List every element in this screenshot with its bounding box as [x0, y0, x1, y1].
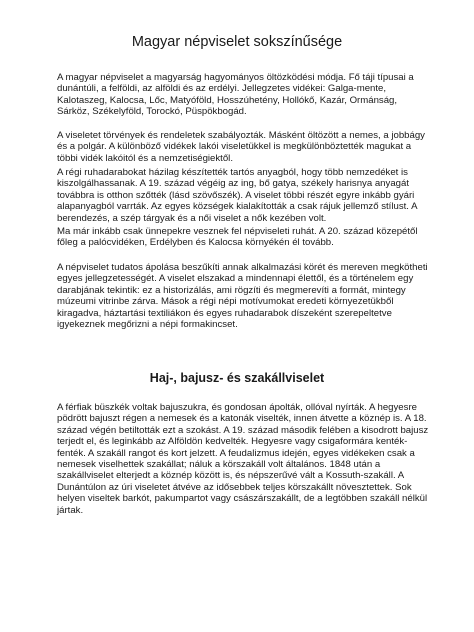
- paragraph-hair-beard: A férfiak büszkék voltak bajuszukra, és gondosan ápolták, ollóval nyírták. A hegyesre pödrött bajuszt régen a nemesek és a katonák viselték, innen átvette a köznép is. A 18. század végén betiltották ezt a szokást. A 19. század második felében a kisodrott bajusz terjedt el, és leginkább az Alföldön kedvelték. Hegyesre vagy csigaformára kenték-fenték. A szakáll rangot és kort jelzett. A feudalizmus idején, egyes vidékeken csak a nemesek viselhettek szakállat; náluk a körszakáll volt általános. 1848 után a szakállviselet elterjedt a köznép között is, és népszerűvé vált a Kossuth-szakáll. A Dunántúlon az úri viseletet átvéve az idősebbek teljes körszakállt növesztettek. Sok helyen viseltek barkót, pakumpartot vagy császárszakállt, de a legtöbben szakáll nélkül jártak.: [57, 402, 429, 516]
- paragraph-preservation: A népviselet tudatos ápolása beszűkíti annak alkalmazási körét és mereven megkötheti egyes jellegzetességét. A viselet elszakad a mindennapi élettől, és a történelem egy darabjának tekintik: ez a historizálás, ami rögzíti és megmerevíti a formát, mintegy múzeumi vitrinbe zárva. Mások a régi népi motívumokat eredeti környezetükből kiragadva, háztartási textiliákon és egyes ruhadarabok díszeként szerepeltetve igyekeznek megőrizni a népi formakincset.: [57, 262, 428, 331]
- section-heading: Haj-, bajusz- és szakállviselet: [149, 371, 325, 385]
- paragraph-regulation: A viseletet törvények és rendeletek szabályozták. Másként öltözött a nemes, a jobbágy és a polgár. A különböző vidékek lakói viseletükkel is megkülönböztették magukat a többi vidék lakóitól és a nemzetiségiektől.: [57, 130, 425, 164]
- paragraph-materials: A régi ruhadarabokat házilag készítették tartós anyagból, hogy több nemzedéket is kiszolgálhassanak. A 19. század végéig az ing, bő gatya, székely harisnya anyagát továbbra is otthon szőtték (lásd szövőszék). A viselet többi részét egyre inkább gyári alapanyagból varrták. Az egyes községek kialakították a csak rájuk jellemző stílust. A berendezés, a szép tárgyak és a női viselet a nők kezében volt.: [57, 167, 417, 224]
- paragraph-today: Ma már inkább csak ünnepekre vesznek fel népviseleti ruhát. A 20. század közepétől főleg a palócvidéken, Erdélyben és Kalocsa környékén él tovább.: [57, 226, 418, 249]
- paragraph-intro: A magyar népviselet a magyarság hagyományos öltözködési módja. Fő táji típusai a dunántúli, a felföldi, az alföldi és az erdélyi. Jellegzetes vidékei: Galga-mente, Kalotaszeg, Kalocsa, Lőc, Matyóföld, Hosszúhetény, Hollókő, Kazár, Ormánság, Sárköz, Székelyföld, Torockó, Püspökbogád.: [57, 72, 414, 118]
- page-title: Magyar népviselet sokszínűsége: [131, 34, 343, 50]
